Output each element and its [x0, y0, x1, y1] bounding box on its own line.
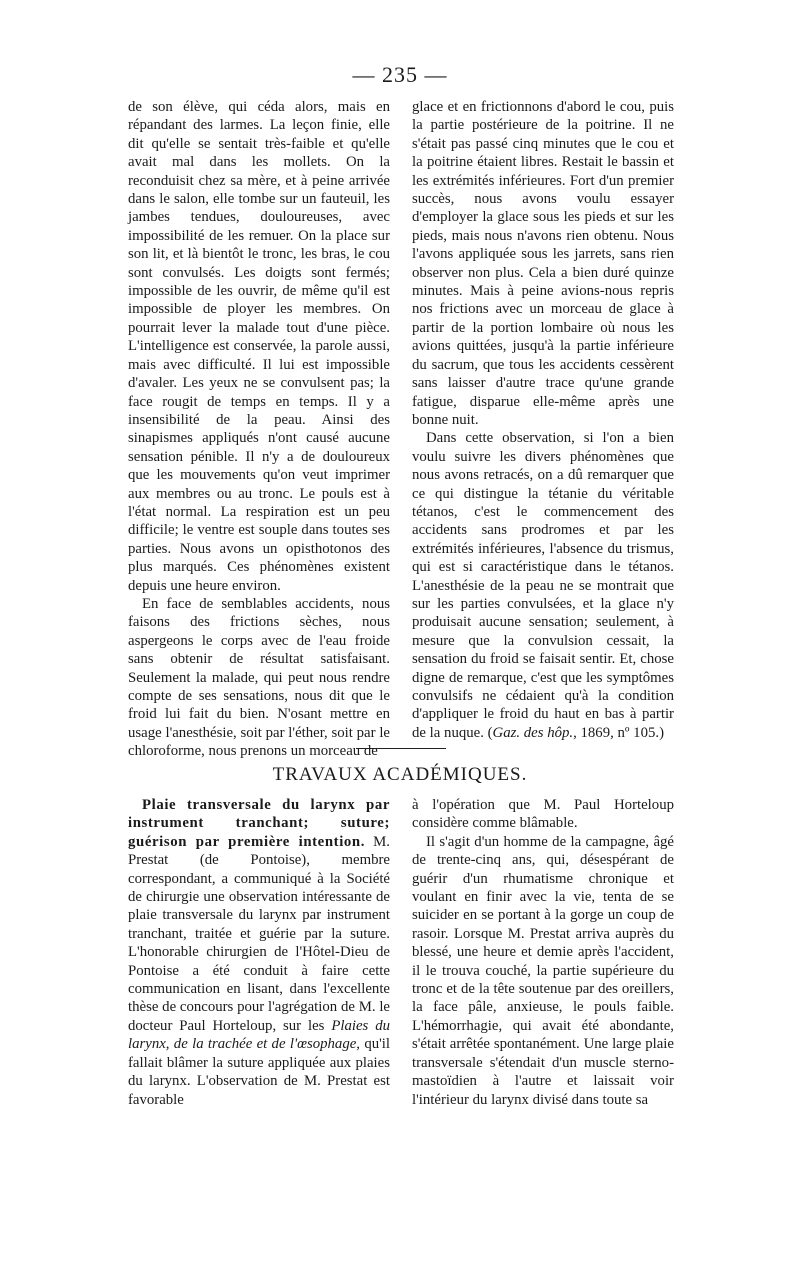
article-text: M. Prestat (de Pontoise), membre correspondant, a communiqué à la Société de chirurgie une observation intéressante de plaie transversale du larynx par instrument tranchant, traitée et guérie par la suture. L'honorable chirurgien de l'Hôtel-Dieu de Pontoise a été conduit à faire cette communication en lisant, dans l'excellente thèse de concours pour l'agrégation de M. le docteur Paul Horteloup, sur les	[128, 833, 390, 1034]
citation-source: Gaz. des hôp.	[492, 724, 574, 741]
article-text: qu'il fallait blâmer la suture appliquée aux plaies du larynx. L'observation de M. Prestat est favorable	[128, 1036, 390, 1108]
article-paragraph: Il s'agit d'un homme de la campagne, âgé de trente-cinq ans, qui, désespérant de guérir d'un rhumatisme chronique et voulant en finir avec la vie, tenta de se suicider en se portant à la gorge un coup de rasoir. Lorsque M. Prestat arriva auprès du blessé, une heure et demie après l'accident, il le trouva couché, la partie supérieure du tronc et de la tête soutenue par des oreillers, la face pâle, anxieuse, le pouls faible. L'hémorrhagie, qui avait été abondante, s'était arrêtée spontanément. Une large plaie transversale s'étendait d'un muscle sterno-mastoïdien à l'autre et laissait voir l'intérieur du larynx divisé dans toute sa	[412, 833, 674, 1108]
page-number: — 235 —	[352, 62, 448, 87]
section-title: TRAVAUX ACADÉMIQUES.	[272, 764, 528, 785]
citation-details: , 1869, nº 105.)	[573, 724, 665, 741]
paragraph: de son élève, qui céda alors, mais en répandant des larmes. La leçon finie, elle dit qu'elle se sentait très-faible et qu'elle avait mal dans les mollets. On la reconduisit chez sa mère, et à peine arrivée dans le salon, elle tombe sur un fauteuil, les jambes tendues, douloureuses, avec impossibilité de les remuer. On la place sur son lit, et là bientôt le tronc, les bras, le cou sont convulsés. Les doigts sont fermés; impossible de les ouvrir, de même qu'il est impossible de ployer les membres. On pourrait lever la malade tout d'une pièce. L'intelligence est conservée, la parole aussi, mais avec difficulté. Il lui est impossible d'avaler. Les yeux ne se convulsent pas; la face rougit de temps en temps. Il y a insensibilité de la peau. Ainsi des sinapismes appliqués n'ont causé aucune sensation pénible. Il n'y a de douloureux que les mouvements qu'on veut imprimer aux membres ou au tronc. Le pouls est à l'état normal. La respiration est un peu difficile; le ventre est souple dans toutes ses parties. Nous avons un opisthotonos des plus marqués. Ces phénomènes existent depuis une heure environ.	[128, 99, 390, 594]
paragraph-text: Dans cette observation, si l'on a bien voulu suivre les divers phénomènes que nous avons retracés, on a dû remarquer que ce qui distingue la tétanie du véritable tétanos, c'est le commencement des accidents sans prodromes et par les extrémités inférieures, l'absence du trismus, qui est si caractéristique dans le tétanos. L'anesthésie de la peau ne se montrait que sur les parties convulsées, et la glace n'y produisait aucune sensation; seulement, à mesure que la convulsion cessait, la sensation du froid se faisait sentir. Et, chose digne de remarque, c'est que les symptômes convulsifs ne cédaient qu'à la condition d'appliquer le froid du haut en bas à partir de la nuque.	[412, 430, 674, 741]
article-left-column	[128, 796, 390, 1109]
article-paragraph: à l'opération que M. Paul Horteloup considère comme blâmable.	[412, 797, 674, 832]
article-paragraph	[128, 796, 390, 1109]
paragraph	[412, 429, 674, 742]
paragraph: glace et en frictionnons d'abord le cou, puis la partie postérieure de la poitrine. Il ne s'était pas passé cinq minutes que le cou et la poitrine étaient libres. Restait le bassin et les extrémités inférieures. Fort d'un premier succès, nous avons voulu essayer d'employer la glace sous les pieds et sur les pieds, mais nous n'avons rien obtenu. Nous l'avons appliquée sous les jarrets, sans rien observer non plus. Cela a bien duré quinze minutes. Mais à peine avions-nous repris nos frictions avec un morceau de glace à partir de la portion lombaire où nous les avions quittées, jusqu'à la partie inférieure du sacrum, que tous les accidents cessèrent sans laisser d'autre trace qu'une grande fatigue, disparue elle-même après une bonne nuit.	[412, 99, 674, 428]
article-thesis-title: Plaies du larynx, de la trachée et de l'œsophage,	[128, 1017, 390, 1053]
top-right-column	[412, 98, 674, 742]
section-divider	[356, 748, 446, 749]
top-left-column	[128, 98, 390, 761]
article-right-column	[412, 796, 674, 1109]
article-heading: Plaie transversale du larynx par instrument tranchant; suture; guérison par première intention.	[128, 797, 390, 850]
citation-open: (	[487, 724, 493, 741]
paragraph: En face de semblables accidents, nous faisons des frictions sèches, nous aspergeons le corps avec de l'eau froide sans obtenir de résultat satisfaisant. Seulement la malade, qui peut nous rendre compte de ses sensations, nous dit que le froid lui fait du bien. N'osant mettre en usage l'anesthésie, soit par l'éther, soit par le chloroforme, nous prenons un morceau de	[128, 595, 390, 760]
